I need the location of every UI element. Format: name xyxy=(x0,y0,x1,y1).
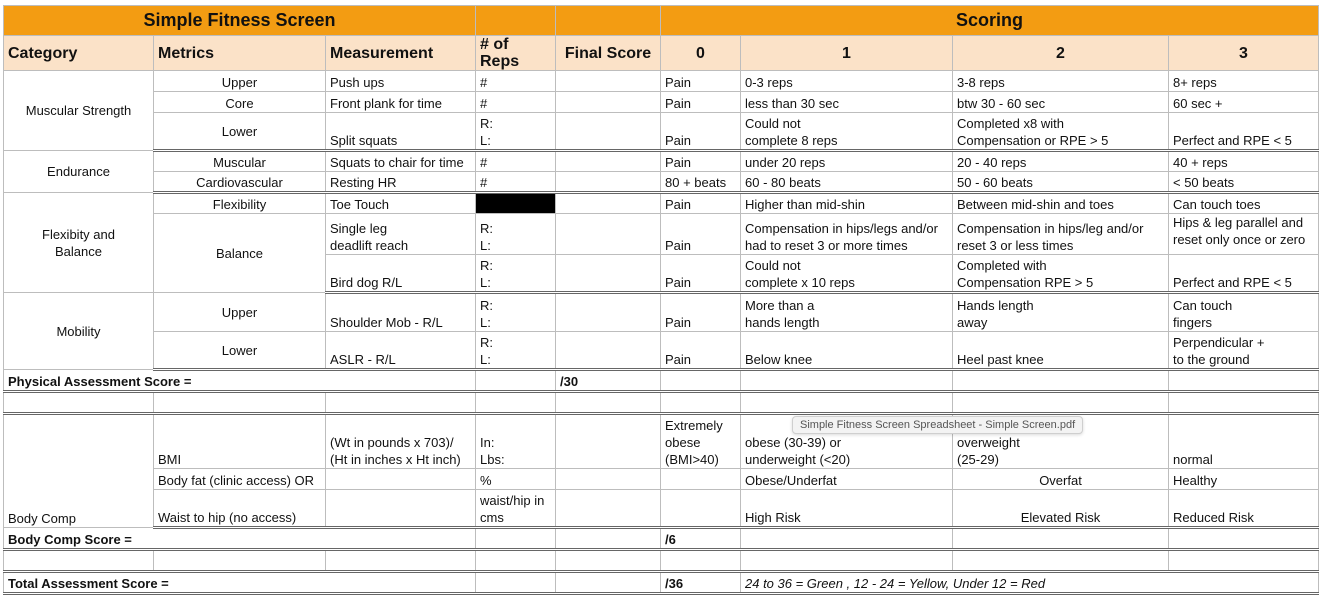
blacked-out-cell[interactable] xyxy=(476,193,556,214)
cell[interactable] xyxy=(661,370,741,392)
final-score-cell[interactable] xyxy=(556,214,661,255)
reps-cell[interactable]: R: L: xyxy=(476,332,556,370)
measurement-cell[interactable]: Shoulder Mob - R/L xyxy=(326,293,476,332)
cell[interactable] xyxy=(326,392,476,414)
score-2-cell[interactable]: Completed with Compensation RPE > 5 xyxy=(953,255,1169,293)
scoring-title[interactable]: Scoring xyxy=(661,6,1319,36)
category-muscular-strength[interactable]: Muscular Strength xyxy=(4,71,154,151)
score-1-cell[interactable]: Higher than mid-shin xyxy=(741,193,953,214)
score-1-cell[interactable]: Obese/Underfat xyxy=(741,469,953,490)
score-0-cell[interactable]: Pain xyxy=(661,214,741,255)
header-metrics[interactable]: Metrics xyxy=(154,36,326,71)
score-3-cell[interactable]: Hips & leg parallel and reset only once or zero xyxy=(1169,214,1319,255)
category-mobility[interactable]: Mobility xyxy=(4,293,154,370)
score-1-cell[interactable]: 60 - 80 beats xyxy=(741,172,953,193)
metric-cell[interactable]: Upper xyxy=(154,293,326,332)
measurement-cell[interactable]: Front plank for time xyxy=(326,92,476,113)
cell[interactable] xyxy=(556,392,661,414)
score-2-cell[interactable]: Overfat xyxy=(953,469,1169,490)
cell[interactable] xyxy=(741,370,953,392)
score-1-cell[interactable]: obese (30-39) or underweight (<20) xyxy=(741,414,953,469)
reps-cell[interactable]: waist/hip in cms xyxy=(476,490,556,528)
score-1-cell[interactable]: under 20 reps xyxy=(741,151,953,172)
score-0-cell[interactable]: Extremely obese (BMI>40) xyxy=(661,414,741,469)
score-3-cell[interactable]: normal xyxy=(1169,414,1319,469)
cell[interactable] xyxy=(476,528,556,550)
fitness-screen-table xyxy=(3,5,1319,595)
cell[interactable] xyxy=(4,392,154,414)
table-row xyxy=(4,214,1319,255)
file-tooltip: Simple Fitness Screen Spreadsheet - Simple Screen.pdf xyxy=(792,416,1083,434)
score-3-cell[interactable]: Can touch fingers xyxy=(1169,293,1319,332)
reps-cell[interactable]: R: L: xyxy=(476,113,556,151)
measurement-cell[interactable]: Push ups xyxy=(326,71,476,92)
score-3-cell[interactable]: 40 + reps xyxy=(1169,151,1319,172)
table-row xyxy=(4,550,1319,572)
measurement-cell[interactable]: Bird dog R/L xyxy=(326,255,476,293)
metric-cell[interactable]: Muscular xyxy=(154,151,326,172)
cell[interactable] xyxy=(556,6,661,36)
cell[interactable] xyxy=(4,550,154,572)
measurement-cell[interactable]: Single leg deadlift reach xyxy=(326,214,476,255)
cell[interactable] xyxy=(953,370,1169,392)
reps-cell[interactable]: In: Lbs: xyxy=(476,414,556,469)
score-1-cell[interactable]: 0-3 reps xyxy=(741,71,953,92)
score-2-cell[interactable]: Heel past knee xyxy=(953,332,1169,370)
metric-cell[interactable]: Lower xyxy=(154,113,326,151)
cell[interactable] xyxy=(661,392,741,414)
final-score-cell[interactable] xyxy=(556,92,661,113)
score-2-cell[interactable]: 50 - 60 beats xyxy=(953,172,1169,193)
cell[interactable] xyxy=(661,550,741,572)
score-1-cell[interactable]: Could not complete 8 reps xyxy=(741,113,953,151)
cell[interactable] xyxy=(953,550,1169,572)
score-0-cell[interactable]: Pain xyxy=(661,255,741,293)
score-0-cell[interactable] xyxy=(661,490,741,528)
score-2-cell[interactable]: overweight (25-29) xyxy=(953,414,1169,469)
cell[interactable] xyxy=(741,392,953,414)
table-row xyxy=(4,332,1319,370)
metric-cell[interactable]: Flexibility xyxy=(154,193,326,214)
cell[interactable] xyxy=(1169,528,1319,550)
header-score-0[interactable]: 0 xyxy=(661,36,741,71)
cell[interactable] xyxy=(1169,550,1319,572)
table-row xyxy=(4,572,1319,594)
reps-cell[interactable]: # xyxy=(476,71,556,92)
measurement-cell[interactable]: (Wt in pounds x 703)/ (Ht in inches x Ht inch) xyxy=(326,414,476,469)
header-score-1[interactable]: 1 xyxy=(741,36,953,71)
header-final-score[interactable]: Final Score xyxy=(556,36,661,71)
final-score-cell[interactable] xyxy=(556,414,661,469)
reps-cell[interactable]: # xyxy=(476,92,556,113)
score-2-cell[interactable]: Elevated Risk xyxy=(953,490,1169,528)
final-score-cell[interactable] xyxy=(556,293,661,332)
header-score-3[interactable]: 3 xyxy=(1169,36,1319,71)
reps-cell[interactable]: % xyxy=(476,469,556,490)
final-score-cell[interactable] xyxy=(556,71,661,92)
table-row xyxy=(4,490,1319,528)
reps-cell[interactable]: # xyxy=(476,151,556,172)
measurement-cell[interactable]: ASLR - R/L xyxy=(326,332,476,370)
cell[interactable] xyxy=(556,550,661,572)
score-0-cell[interactable]: Pain xyxy=(661,151,741,172)
table-row xyxy=(4,370,1319,392)
measurement-cell[interactable]: Split squats xyxy=(326,113,476,151)
score-1-cell[interactable]: High Risk xyxy=(741,490,953,528)
reps-cell[interactable]: R: L: xyxy=(476,255,556,293)
score-1-cell[interactable]: More than a hands length xyxy=(741,293,953,332)
final-score-cell[interactable] xyxy=(556,469,661,490)
final-score-cell[interactable] xyxy=(556,490,661,528)
score-2-cell[interactable]: Compensation in hips/leg and/or reset 3 or less times xyxy=(953,214,1169,255)
score-1-cell[interactable]: Could not complete x 10 reps xyxy=(741,255,953,293)
table-row xyxy=(4,193,1319,214)
header-reps[interactable]: # of Reps xyxy=(476,36,556,71)
score-1-cell[interactable]: less than 30 sec xyxy=(741,92,953,113)
cell[interactable] xyxy=(476,392,556,414)
final-score-cell[interactable] xyxy=(556,193,661,214)
final-score-cell[interactable] xyxy=(556,332,661,370)
table-row xyxy=(4,172,1319,193)
score-3-cell[interactable]: Healthy xyxy=(1169,469,1319,490)
total-score-value[interactable]: /36 xyxy=(661,572,741,594)
metric-cell[interactable]: Upper xyxy=(154,71,326,92)
measurement-cell[interactable]: Squats to chair for time xyxy=(326,151,476,172)
score-3-cell[interactable]: Perpendicular + to the ground xyxy=(1169,332,1319,370)
sheet-title[interactable]: Simple Fitness Screen xyxy=(4,6,476,36)
score-0-cell[interactable]: Pain xyxy=(661,92,741,113)
table-row xyxy=(4,92,1319,113)
score-3-cell[interactable]: Perfect and RPE < 5 xyxy=(1169,255,1319,293)
physical-score-label[interactable]: Physical Assessment Score = xyxy=(4,370,476,392)
score-3-cell[interactable]: Perfect and RPE < 5 xyxy=(1169,113,1319,151)
score-2-cell[interactable]: btw 30 - 60 sec xyxy=(953,92,1169,113)
metric-cell[interactable]: Body fat (clinic access) OR xyxy=(154,469,326,490)
score-3-cell[interactable]: 8+ reps xyxy=(1169,71,1319,92)
reps-cell[interactable]: R: L: xyxy=(476,214,556,255)
cell[interactable] xyxy=(476,6,556,36)
cell[interactable] xyxy=(741,528,953,550)
score-3-cell[interactable]: Reduced Risk xyxy=(1169,490,1319,528)
score-2-cell[interactable]: 20 - 40 reps xyxy=(953,151,1169,172)
score-3-cell[interactable]: Can touch toes xyxy=(1169,193,1319,214)
score-1-cell[interactable]: Below knee xyxy=(741,332,953,370)
category-flexibility-balance[interactable]: Flexibity and Balance xyxy=(4,193,154,293)
cell[interactable] xyxy=(556,528,661,550)
measurement-cell[interactable] xyxy=(326,469,476,490)
cell[interactable] xyxy=(741,550,953,572)
score-0-cell[interactable]: Pain xyxy=(661,71,741,92)
cell[interactable] xyxy=(326,550,476,572)
score-0-cell[interactable] xyxy=(661,469,741,490)
category-body-comp[interactable]: Body Comp xyxy=(4,414,154,528)
measurement-cell[interactable]: Toe Touch xyxy=(326,193,476,214)
score-2-cell[interactable]: Between mid-shin and toes xyxy=(953,193,1169,214)
table-row xyxy=(4,113,1319,151)
measurement-cell[interactable]: Resting HR xyxy=(326,172,476,193)
final-score-cell[interactable] xyxy=(556,172,661,193)
cell[interactable] xyxy=(476,572,556,594)
cell[interactable] xyxy=(154,392,326,414)
cell[interactable] xyxy=(154,550,326,572)
category-endurance[interactable]: Endurance xyxy=(4,151,154,193)
cell[interactable] xyxy=(1169,392,1319,414)
score-0-cell[interactable]: Pain xyxy=(661,193,741,214)
table-row xyxy=(4,392,1319,414)
metric-cell[interactable]: BMI xyxy=(154,414,326,469)
measurement-cell[interactable] xyxy=(326,490,476,528)
score-legend[interactable]: 24 to 36 = Green , 12 - 24 = Yellow, Under 12 = Red xyxy=(741,572,1319,594)
table-row xyxy=(4,151,1319,172)
score-2-cell[interactable]: 3-8 reps xyxy=(953,71,1169,92)
metric-cell[interactable]: Balance xyxy=(154,214,326,293)
header-category[interactable]: Category xyxy=(4,36,154,71)
body-comp-score-value[interactable]: /6 xyxy=(661,528,741,550)
reps-cell[interactable]: # xyxy=(476,172,556,193)
table-row xyxy=(4,469,1319,490)
cell[interactable] xyxy=(953,392,1169,414)
score-2-cell[interactable]: Hands length away xyxy=(953,293,1169,332)
header-measurement[interactable]: Measurement xyxy=(326,36,476,71)
table-row xyxy=(4,528,1319,550)
metric-cell[interactable]: Cardiovascular xyxy=(154,172,326,193)
score-3-cell[interactable]: 60 sec + xyxy=(1169,92,1319,113)
physical-score-value[interactable]: /30 xyxy=(556,370,661,392)
score-3-cell[interactable]: < 50 beats xyxy=(1169,172,1319,193)
score-0-cell[interactable]: Pain xyxy=(661,113,741,151)
final-score-cell[interactable] xyxy=(556,113,661,151)
header-score-2[interactable]: 2 xyxy=(953,36,1169,71)
score-0-cell[interactable]: Pain xyxy=(661,332,741,370)
cell[interactable] xyxy=(476,370,556,392)
score-2-cell[interactable]: Completed x8 with Compensation or RPE > 5 xyxy=(953,113,1169,151)
table-row xyxy=(4,414,1319,469)
reps-cell[interactable]: R: L: xyxy=(476,293,556,332)
final-score-cell[interactable] xyxy=(556,151,661,172)
table-row xyxy=(4,71,1319,92)
table-row xyxy=(4,293,1319,332)
metric-cell[interactable]: Waist to hip (no access) xyxy=(154,490,326,528)
score-1-cell[interactable]: Compensation in hips/legs and/or had to reset 3 or more times xyxy=(741,214,953,255)
cell[interactable] xyxy=(556,572,661,594)
cell[interactable] xyxy=(953,528,1169,550)
body-comp-score-label[interactable]: Body Comp Score = xyxy=(4,528,476,550)
score-0-cell[interactable]: Pain xyxy=(661,293,741,332)
final-score-cell[interactable] xyxy=(556,255,661,293)
metric-cell[interactable]: Core xyxy=(154,92,326,113)
total-score-label[interactable]: Total Assessment Score = xyxy=(4,572,476,594)
cell[interactable] xyxy=(476,550,556,572)
score-0-cell[interactable]: 80 + beats xyxy=(661,172,741,193)
cell[interactable] xyxy=(1169,370,1319,392)
metric-cell[interactable]: Lower xyxy=(154,332,326,370)
